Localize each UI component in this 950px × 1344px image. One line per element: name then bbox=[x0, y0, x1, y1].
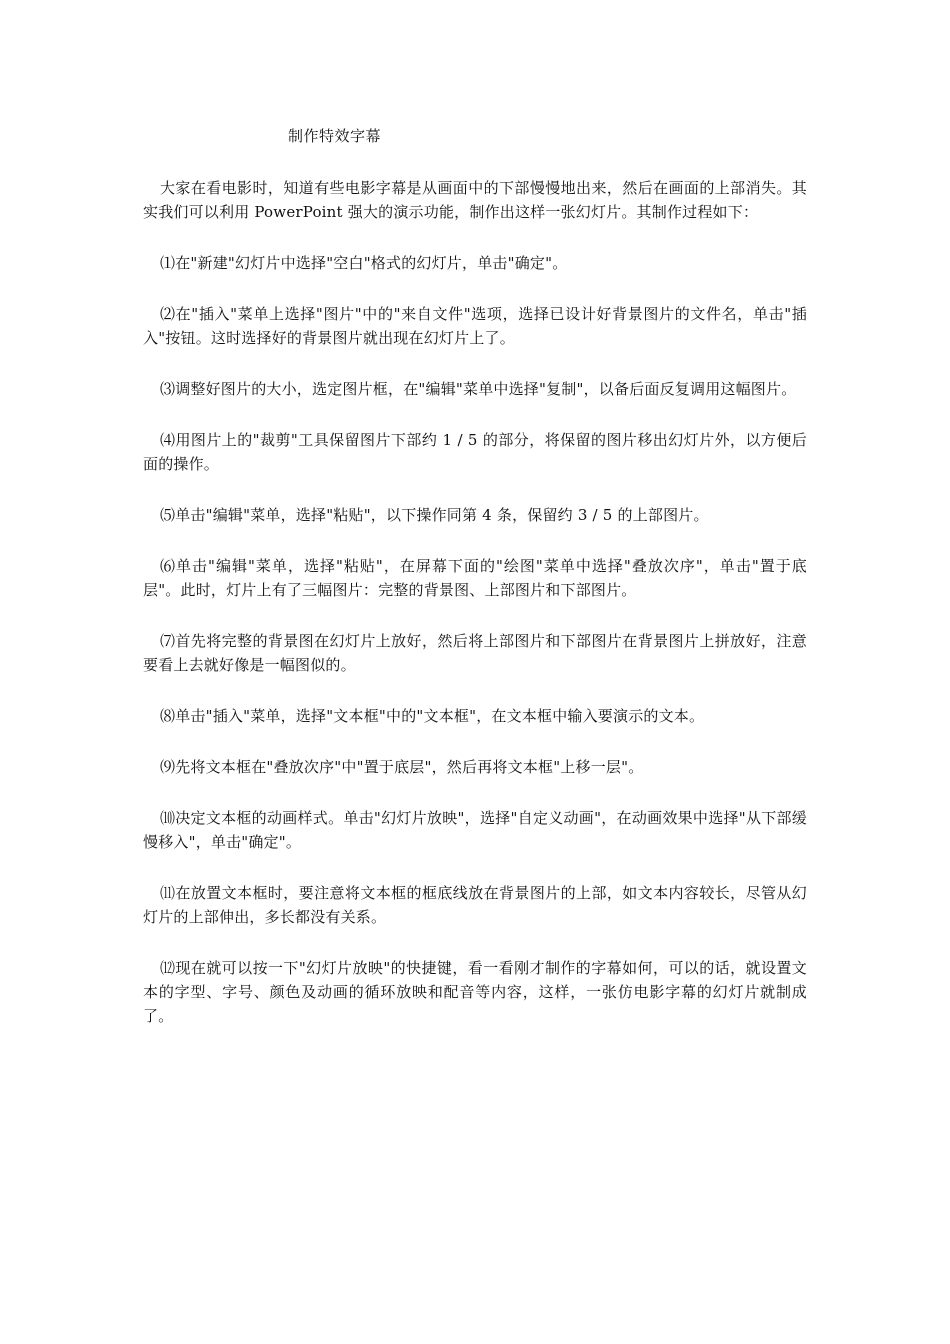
step-10-paragraph: ⑽决定文本框的动画样式。单击"幻灯片放映"，选择"自定义动画"，在动画效果中选择"从下部缓慢移入"，单击"确定"。 bbox=[143, 809, 807, 851]
document-title: 制作特效字幕 bbox=[288, 127, 382, 145]
step-3-paragraph: ⑶调整好图片的大小，选定图片框，在"编辑"菜单中选择"复制"，以备后面反复调用这幅图片。 bbox=[160, 380, 797, 398]
step-7-paragraph: ⑺首先将完整的背景图在幻灯片上放好，然后将上部图片和下部图片在背景图片上拼放好，注意要看上去就好像是一幅图似的。 bbox=[143, 632, 807, 674]
document-body bbox=[143, 176, 807, 1055]
step-2-paragraph: ⑵在"插入"菜单上选择"图片"中的"来自文件"选项，选择已设计好背景图片的文件名，单击"插入"按钮。这时选择好的背景图片就出现在幻灯片上了。 bbox=[143, 305, 807, 347]
step-6-paragraph: ⑹单击"编辑"菜单，选择"粘贴"，在屏幕下面的"绘图"菜单中选择"叠放次序"，单击"置于底层"。此时，灯片上有了三幅图片：完整的背景图、上部图片和下部图片。 bbox=[143, 557, 807, 599]
step-9-paragraph: ⑼先将文本框在"叠放次序"中"置于底层"，然后再将文本框"上移一层"。 bbox=[160, 758, 644, 776]
step-1-paragraph: ⑴在"新建"幻灯片中选择"空白"格式的幻灯片，单击"确定"。 bbox=[160, 254, 568, 272]
intro-paragraph: 大家在看电影时，知道有些电影字幕是从画面中的下部慢慢地出来，然后在画面的上部消失。其实我们可以利用 PowerPoint 强大的演示功能，制作出这样一张幻灯片。其制作过程如下： bbox=[143, 179, 807, 221]
step-12-paragraph: ⑿现在就可以按一下"幻灯片放映"的快捷键，看一看刚才制作的字幕如何，可以的话，就设置文本的字型、字号、颜色及动画的循环放映和配音等内容，这样，一张仿电影字幕的幻灯片就制成了。 bbox=[143, 959, 807, 1025]
step-5-paragraph: ⑸单击"编辑"菜单，选择"粘贴"，以下操作同第 4 条，保留约 3 / 5 的上部图片。 bbox=[160, 506, 709, 524]
step-11-paragraph: ⑾在放置文本框时，要注意将文本框的框底线放在背景图片的上部，如文本内容较长，尽管从幻灯片的上部伸出，多长都没有关系。 bbox=[143, 884, 807, 926]
step-4-paragraph: ⑷用图片上的"裁剪"工具保留图片下部约 1 / 5 的部分，将保留的图片移出幻灯片外，以方便后面的操作。 bbox=[143, 431, 807, 473]
step-8-paragraph: ⑻单击"插入"菜单，选择"文本框"中的"文本框"，在文本框中输入要演示的文本。 bbox=[160, 707, 705, 725]
